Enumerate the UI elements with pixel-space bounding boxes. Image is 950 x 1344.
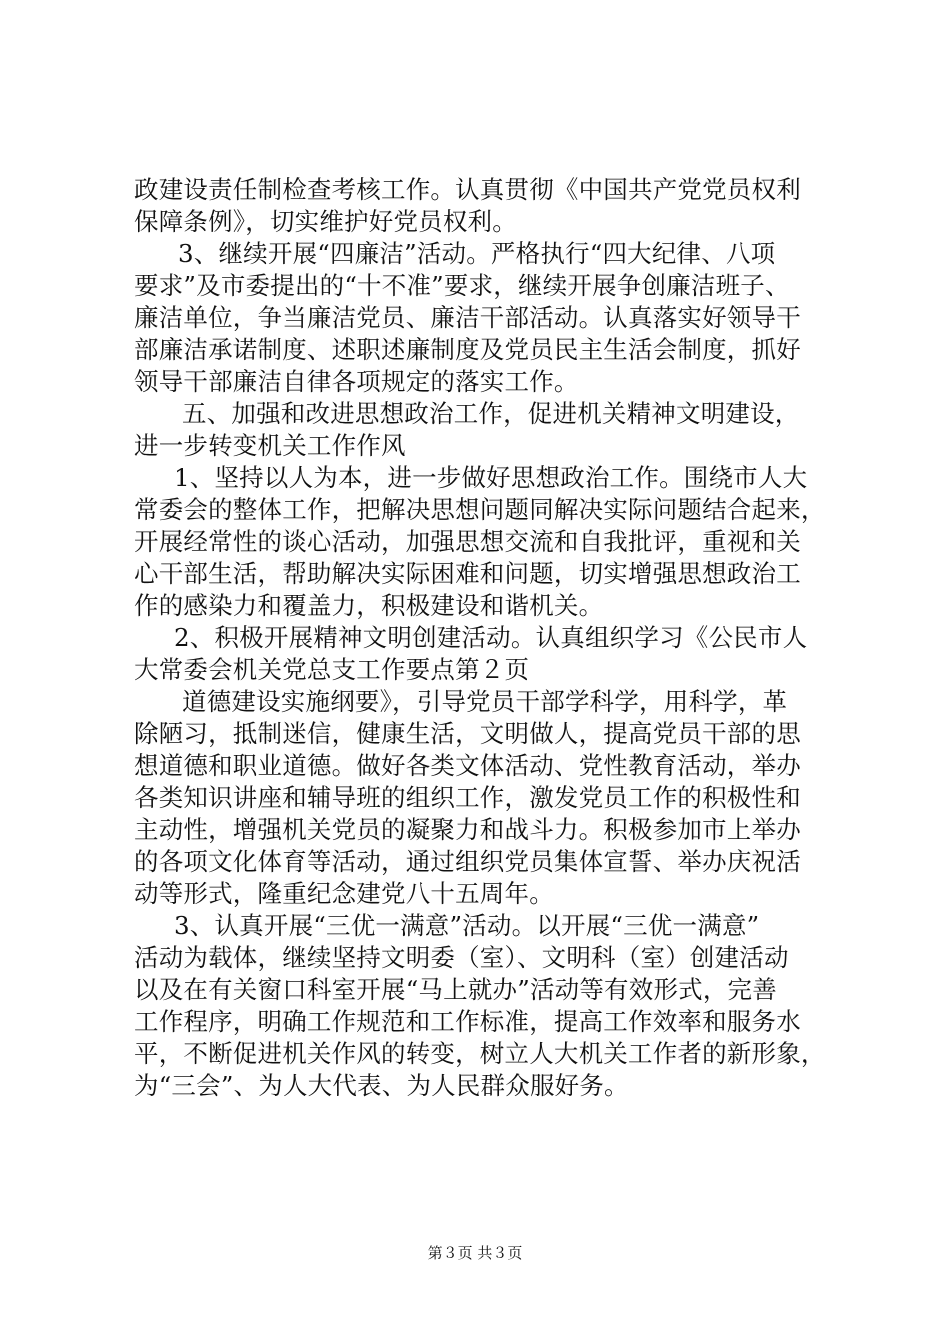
text-line: 1、坚持以人为本，进一步做好思想政治工作。围绕市人大	[174, 463, 808, 492]
text-line: 开展经常性的谈心活动，加强思想交流和自我批评，重视和关	[134, 527, 801, 556]
text-line: 动等形式，隆重纪念建党八十五周年。	[134, 879, 554, 908]
text-line: 想道德和职业道德。做好各类文体活动、党性教育活动，举办	[134, 751, 801, 780]
section-heading: 进一步转变机关工作作风	[134, 431, 406, 460]
text-line: 主动性，增强机关党员的凝聚力和战斗力。积极参加市上举办	[134, 815, 801, 844]
text-line: 的各项文化体育等活动，通过组织党员集体宣誓、举办庆祝活	[134, 847, 801, 876]
text-line: 工作程序，明确工作规范和工作标准，提高工作效率和服务水	[134, 1007, 801, 1036]
text-line: 3、继续开展“四廉洁”活动。严格执行“四大纪律、八项	[178, 239, 776, 268]
text-line: 作的感染力和覆盖力，积极建设和谐机关。	[134, 591, 604, 620]
text-line: 道德建设实施纲要》，引导党员干部学科学，用科学，革	[182, 687, 788, 716]
text-line: 以及在有关窗口科室开展“马上就办”活动等有效形式，完善	[134, 975, 777, 1004]
text-line: 为“三会”、为人大代表、为人民群众服好务。	[134, 1071, 629, 1100]
text-line: 平，不断促进机关作风的转变，树立人大机关工作者的新形象，	[134, 1039, 826, 1068]
text-line: 心干部生活，帮助解决实际困难和问题，切实增强思想政治工	[134, 559, 801, 588]
text-line: 领导干部廉洁自律各项规定的落实工作。	[134, 367, 579, 396]
text-line: 各类知识讲座和辅导班的组织工作，激发党员工作的积极性和	[134, 783, 801, 812]
text-line: 要求”及市委提出的“十不准”要求，继续开展争创廉洁班子、	[134, 271, 790, 300]
text-line: 部廉洁承诺制度、述职述廉制度及党员民主生活会制度，抓好	[134, 335, 801, 364]
document-body	[134, 174, 834, 1102]
text-line: 保障条例》，切实维护好党员权利。	[134, 207, 517, 236]
text-line: 除陋习，抵制迷信，健康生活，文明做人，提高党员干部的思	[134, 719, 801, 748]
section-heading: 五、加强和改进思想政治工作，促进机关精神文明建设，	[182, 399, 800, 428]
text-line: 政建设责任制检查考核工作。认真贯彻《中国共产党党员权利	[134, 175, 801, 204]
text-line: 常委会的整体工作，把解决思想问题同解决实际问题结合起来，	[134, 495, 826, 524]
text-line: 3、认真开展“三优一满意”活动。以开展“三优一满意”	[174, 911, 760, 940]
page-number-footer: 第３页 共３页	[427, 1244, 523, 1262]
text-line: 大常委会机关党总支工作要点第２页	[134, 655, 530, 684]
text-line: 廉洁单位，争当廉洁党员、廉洁干部活动。认真落实好领导干	[134, 303, 801, 332]
text-line: 活动为载体，继续坚持文明委（室）、文明科（室）创建活动	[134, 943, 789, 972]
text-line: 2、积极开展精神文明创建活动。认真组织学习《公民市人	[174, 623, 808, 652]
